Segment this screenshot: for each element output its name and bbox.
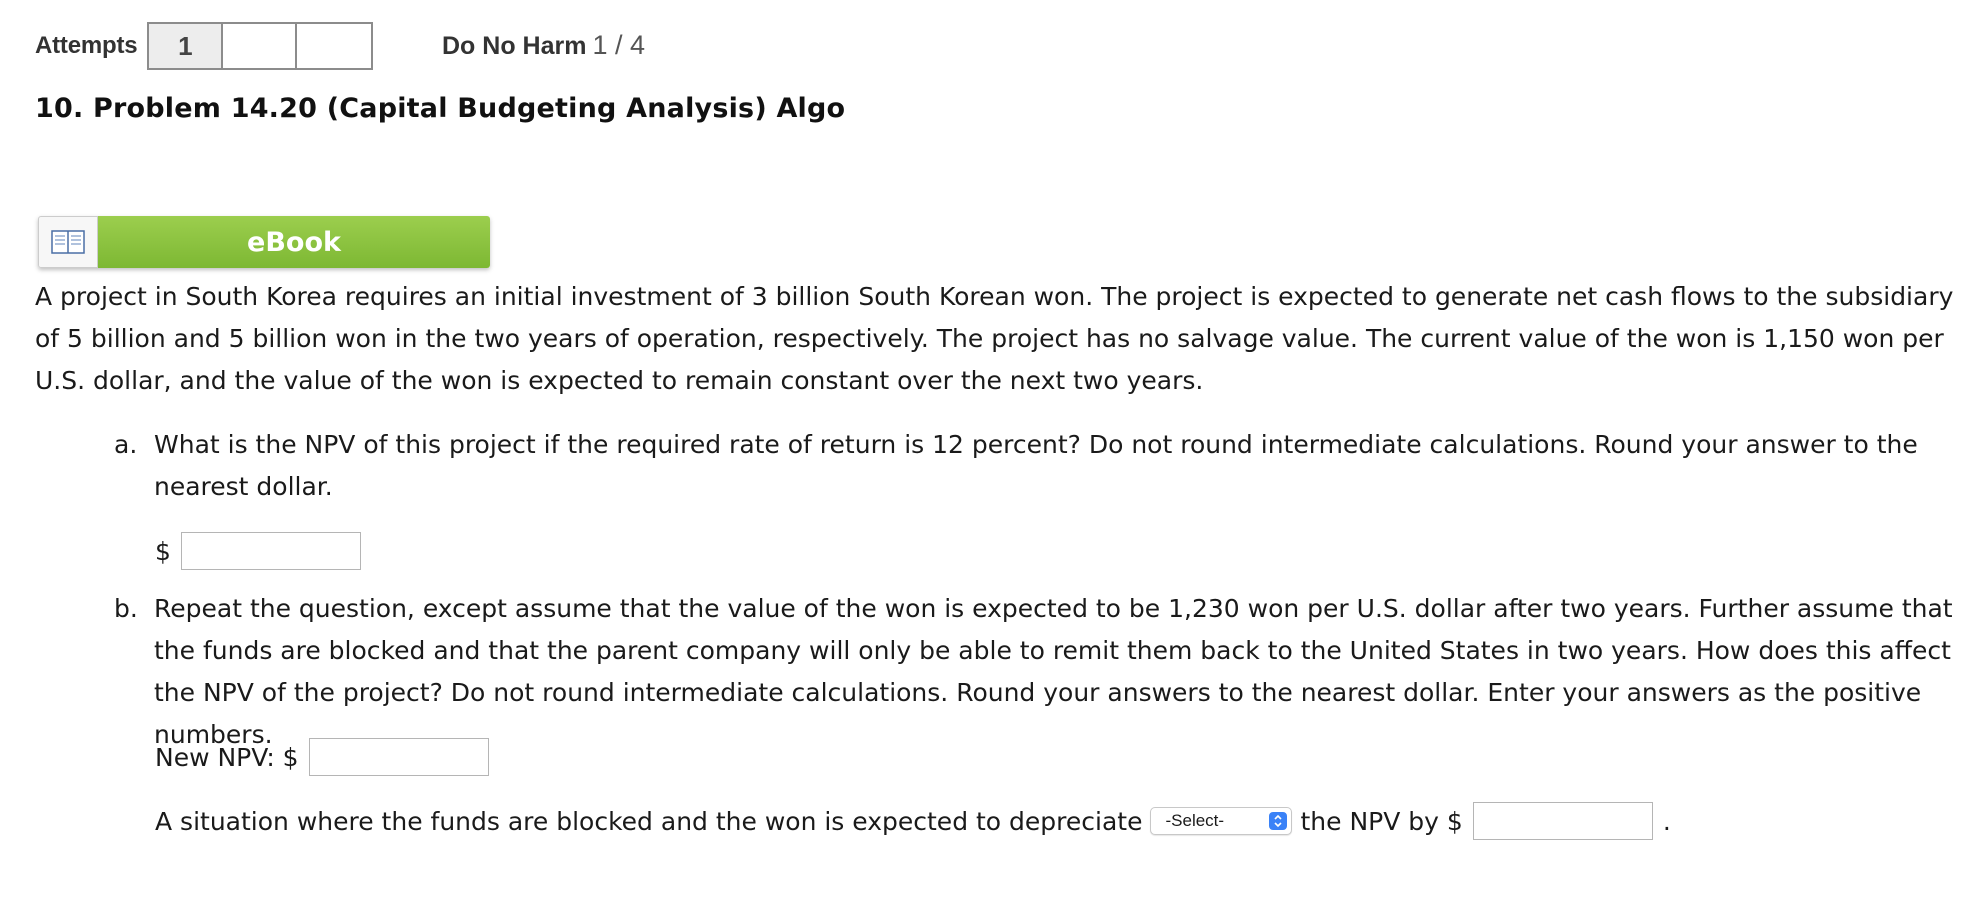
- attempt-box-3: [297, 24, 371, 68]
- attempt-box-1: 1: [149, 24, 223, 68]
- npv-change-input[interactable]: [1473, 802, 1653, 840]
- attempt-boxes: [147, 22, 373, 70]
- sentence-period: .: [1662, 806, 1671, 836]
- effect-sentence-row: [155, 802, 1671, 840]
- effect-select[interactable]: [1150, 807, 1292, 835]
- assignment-title: Do No Harm: [442, 32, 587, 60]
- new-npv-row: [155, 738, 489, 776]
- effect-sentence-after: the NPV by $: [1300, 806, 1463, 836]
- part-a-answer-row: [155, 532, 361, 570]
- part-a-letter: a.: [114, 430, 138, 459]
- attempts-label: Attempts: [35, 32, 138, 59]
- npv-answer-input[interactable]: [181, 532, 361, 570]
- part-a-question: What is the NPV of this project if the required rate of return is 12 percent? Do not round intermediate calculations. Round your answer to the nearest dollar.: [154, 430, 1918, 501]
- effect-select-value: -Select-: [1165, 811, 1225, 830]
- currency-symbol: $: [155, 536, 171, 566]
- assignment-header: [442, 30, 645, 61]
- problem-title: 10. Problem 14.20 (Capital Budgeting Analysis) Algo: [35, 93, 846, 124]
- select-chevron-icon: [1269, 812, 1287, 830]
- part-b-question: Repeat the question, except assume that the value of the won is expected to be 1,230 won per U.S. dollar after two years. Further assume that the funds are blocked and that the parent company will only be able to remit them back to the United States in two years. How does this affect the NPV of the project? Do not round intermediate calculations. Round your answers to the nearest dollar. Enter your answers as the positive numbers.: [154, 594, 1953, 749]
- effect-sentence-before: A situation where the funds are blocked and the won is expected to depreciate: [155, 806, 1143, 836]
- ebook-button[interactable]: [38, 216, 490, 268]
- new-npv-input[interactable]: [309, 738, 489, 776]
- new-npv-label: New NPV: $: [155, 742, 299, 772]
- book-icon: [38, 216, 98, 268]
- problem-intro: A project in South Korea requires an initial investment of 3 billion South Korean won. The project is expected to generate net cash flows to the subsidiary of 5 billion and 5 billion won in the two years of operation, respectively. The project has no salvage value. The current value of the won is 1,150 won per U.S. dollar, and the value of the won is expected to remain constant over the next two years.: [35, 282, 1954, 395]
- ebook-label: eBook: [98, 216, 490, 268]
- part-b-letter: b.: [114, 594, 138, 623]
- attempt-box-2: [223, 24, 297, 68]
- question-progress: 1 / 4: [592, 30, 646, 60]
- part-b: [114, 588, 1954, 756]
- attempts-indicator: [35, 22, 373, 70]
- part-a: [114, 424, 1954, 508]
